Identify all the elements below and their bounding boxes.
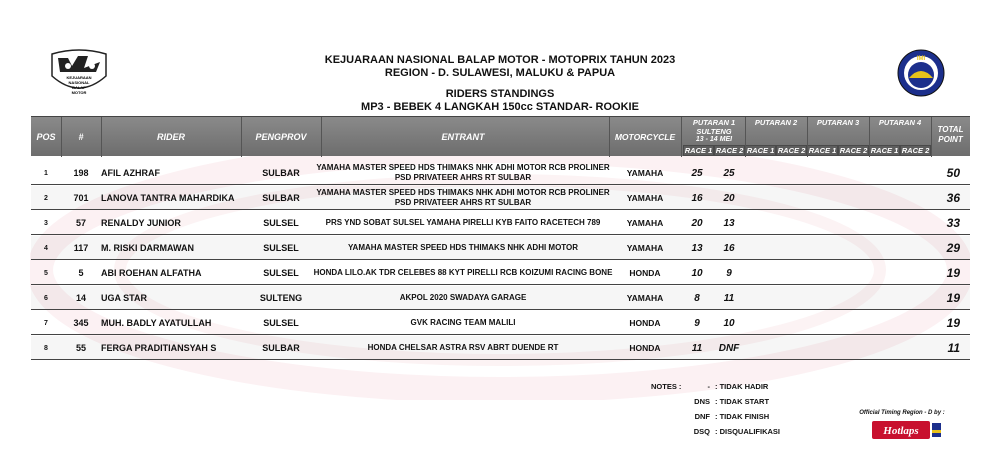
table-header (31, 116, 970, 156)
row-total: 11 (947, 341, 960, 355)
table-row (31, 311, 970, 335)
row-prov: SULBAR (262, 343, 300, 353)
note-desc: : DISQUALIFIKASI (715, 427, 780, 436)
row-pos: 8 (44, 344, 48, 352)
note-code: DNF (694, 412, 710, 421)
row-number: 57 (75, 218, 86, 228)
note-code: DSQ (693, 427, 710, 436)
row-entrant: HONDA LILO.AK TDR CELEBES 88 KYT PIRELLI RCB KOIZUMI RACING BONE (313, 268, 613, 277)
hotlaps-logo (872, 418, 942, 442)
col-p4-race1: RACE 1 (870, 145, 899, 155)
notes-label: NOTES : (651, 382, 682, 391)
row-motorcycle: YAMAHA (626, 243, 664, 253)
standings-title (0, 88, 1000, 114)
table-row (31, 261, 970, 285)
row-race1: 10 (691, 267, 703, 279)
row-prov: SULSEL (263, 318, 299, 328)
row-race2: 13 (723, 217, 735, 229)
row-entrant: YAMAHA MASTER SPEED HDS THIMAKS NHK ADHI MOTOR RCB PROLINER PSD PRIVATEER AHRS RT SULBAR (316, 188, 610, 207)
row-pos: 2 (44, 194, 48, 202)
row-motorcycle: HONDA (629, 268, 661, 278)
row-rider: RENALDY JUNIOR (101, 218, 181, 228)
col-p1-race1: RACE 1 (684, 145, 713, 155)
row-total: 19 (946, 291, 960, 305)
row-number: 345 (73, 318, 89, 328)
row-total: 50 (946, 166, 960, 180)
row-race2: 11 (723, 292, 735, 304)
col-p2-race1: RACE 1 (746, 145, 775, 155)
note-desc: : TIDAK FINISH (715, 412, 770, 421)
row-pos: 4 (44, 244, 48, 252)
col-p1-race2: RACE 2 (715, 145, 744, 155)
col-rider: RIDER (156, 132, 185, 142)
row-race1: 16 (691, 192, 703, 204)
row-entrant: HONDA CHELSAR ASTRA RSV ABRT DUENDE RT (367, 343, 559, 352)
row-motorcycle: HONDA (629, 343, 661, 353)
row-rider: ABI ROEHAN ALFATHA (101, 268, 202, 278)
row-prov: SULBAR (262, 168, 300, 178)
row-number: 701 (73, 193, 89, 203)
row-rider: M. RISKI DARMAWAN (101, 243, 194, 253)
row-pos: 6 (44, 294, 48, 302)
col-motorcycle: MOTORCYCLE (614, 132, 676, 142)
timing-caption: Official Timing Region - D by : (859, 410, 945, 416)
row-prov: SULSEL (263, 218, 299, 228)
row-total: 19 (946, 266, 960, 280)
row-race1: 8 (694, 292, 700, 304)
row-race1: 9 (694, 317, 700, 329)
col-putaran2: PUTARAN 2 (754, 118, 798, 127)
row-race1: 20 (691, 217, 703, 229)
table-row (31, 211, 970, 235)
row-total: 19 (946, 316, 960, 330)
col-putaran1-date: 13 - 14 MEI (695, 135, 733, 143)
col-prov: PENGPROV (255, 132, 307, 142)
row-pos: 3 (44, 219, 48, 227)
note-desc: : TIDAK HADIR (715, 382, 769, 391)
row-rider: AFIL AZHRAF (101, 168, 160, 178)
note-code: - (707, 382, 710, 391)
col-total-line1: TOTAL (937, 125, 964, 134)
table-row (31, 186, 970, 210)
row-number: 55 (75, 343, 86, 353)
row-total: 29 (946, 241, 960, 255)
row-number: 14 (75, 293, 86, 303)
event-title (0, 54, 1000, 80)
col-putaran1-place: SULTENG (696, 126, 732, 136)
row-race2: 10 (723, 317, 735, 329)
row-pos: 1 (44, 169, 48, 177)
row-total: 36 (946, 191, 960, 205)
row-total: 33 (946, 216, 960, 230)
table-row (31, 336, 970, 360)
row-entrant: GVK RACING TEAM MALILI (410, 318, 516, 327)
row-race2: DNF (718, 342, 740, 354)
col-p3-race1: RACE 1 (808, 145, 837, 155)
table-row (31, 286, 970, 310)
event-title-line2: REGION - D. SULAWESI, MALUKU & PAPUA (384, 67, 616, 79)
logo-left-line3: BALAP (72, 85, 86, 90)
timing-brand (842, 410, 962, 450)
row-race2: 16 (723, 242, 735, 254)
col-putaran3: PUTARAN 3 (816, 118, 860, 127)
standings-title-line2: MP3 - BEBEK 4 LANGKAH 150cc STANDAR- ROOKIE (361, 101, 639, 113)
note-desc: : TIDAK START (715, 397, 770, 406)
row-pos: 5 (44, 269, 48, 277)
table-row (31, 236, 970, 260)
event-title-line1: KEJUARAAN NASIONAL BALAP MOTOR - MOTOPRIX TAHUN 2023 (324, 54, 676, 66)
row-rider: MUH. BADLY AYATULLAH (101, 318, 212, 328)
row-prov: SULSEL (263, 243, 299, 253)
col-total-line2: POINT (938, 135, 963, 144)
row-entrant: PRS YND SOBAT SULSEL YAMAHA PIRELLI KYB FAITO RACETECH 789 (325, 218, 601, 227)
logo-left-line1: KEJUARAAN (66, 75, 92, 80)
standings-title-line1: RIDERS STANDINGS (445, 88, 555, 100)
row-prov: SULTENG (259, 293, 303, 303)
row-race1: 25 (691, 167, 703, 179)
row-race2: 9 (726, 267, 732, 279)
table-row (31, 161, 970, 185)
row-motorcycle: YAMAHA (626, 193, 664, 203)
row-rider: FERGA PRADITIANSYAH S (101, 343, 217, 353)
col-p4-race2: RACE 2 (901, 145, 930, 155)
row-pos: 7 (44, 319, 48, 327)
row-race2: 20 (723, 192, 735, 204)
col-p3-race2: RACE 2 (839, 145, 868, 155)
row-motorcycle: HONDA (629, 318, 661, 328)
row-entrant: YAMAHA MASTER SPEED HDS THIMAKS NHK ADHI MOTOR RCB PROLINER PSD PRIVATEER AHRS RT SULBAR (316, 163, 610, 182)
row-entrant: AKPOL 2020 SWADAYA GARAGE (399, 293, 527, 302)
col-putaran1: PUTARAN 1 (692, 117, 736, 127)
row-number: 5 (78, 268, 84, 278)
col-p2-race2: RACE 2 (777, 145, 806, 155)
note-code: DNS (694, 397, 710, 406)
row-rider: UGA STAR (101, 293, 147, 303)
col-putaran4: PUTARAN 4 (878, 118, 922, 127)
row-prov: SULBAR (262, 193, 300, 203)
row-prov: SULSEL (263, 268, 299, 278)
logo-left-line4: MOTOR (71, 90, 87, 95)
hotlaps-logo-text: Hotlaps (883, 425, 919, 437)
row-race1: 11 (691, 342, 703, 354)
col-no: # (78, 132, 84, 142)
row-number: 198 (73, 168, 89, 178)
imi-logo-text: IMI (916, 56, 926, 62)
col-pos: POS (36, 132, 56, 142)
row-entrant: YAMAHA MASTER SPEED HDS THIMAKS NHK ADHI MOTOR (347, 243, 579, 252)
row-motorcycle: YAMAHA (626, 168, 664, 178)
row-race2: 25 (723, 167, 735, 179)
row-rider: LANOVA TANTRA MAHARDIKA (101, 193, 235, 203)
row-motorcycle: YAMAHA (626, 293, 664, 303)
col-entrant: ENTRANT (441, 132, 485, 142)
row-number: 117 (73, 243, 89, 253)
row-race1: 13 (691, 242, 703, 254)
logo-left-line2: NASIONAL (68, 80, 90, 85)
row-motorcycle: YAMAHA (626, 218, 664, 228)
